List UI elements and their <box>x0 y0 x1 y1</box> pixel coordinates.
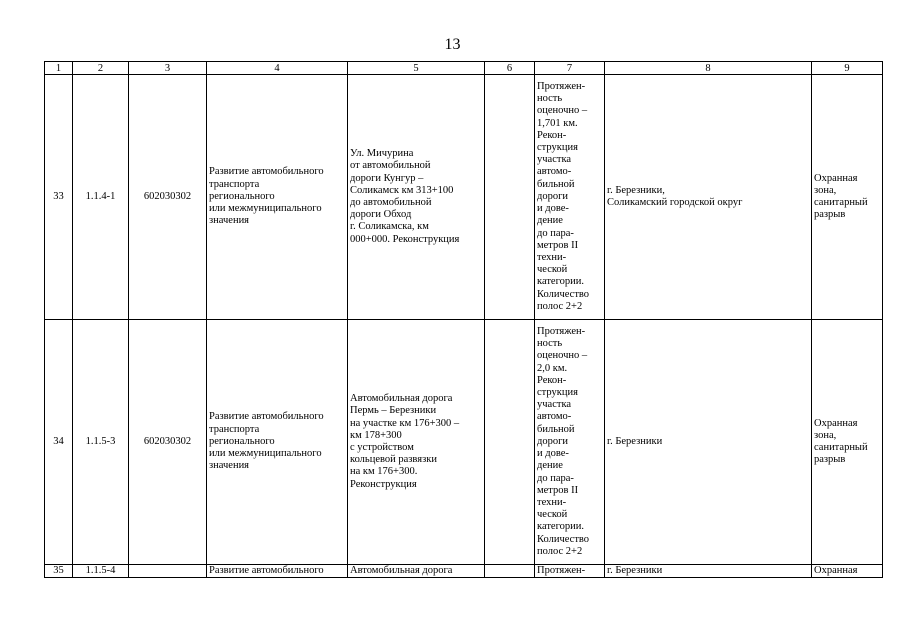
column-header: 7 <box>535 62 605 75</box>
row-number: 35 <box>45 565 73 578</box>
characteristics-cell: Протяжен- ность оценочно – 1,701 км. Рекон- струкция участка автомо- бильной дороги и дове- дение до пара- метров II техни- ческой категории. Количество полос 2+2 <box>535 75 605 320</box>
column-header: 1 <box>45 62 73 75</box>
row-number: 34 <box>45 320 73 565</box>
location-cell: г. Березники <box>605 565 812 578</box>
characteristics-cell: Протяжен- <box>535 565 605 578</box>
column-header: 3 <box>129 62 207 75</box>
column-header: 5 <box>348 62 485 75</box>
object-name-cell: Автомобильная дорога <box>348 565 485 578</box>
purpose-cell: Развитие автомобильного <box>207 565 348 578</box>
table-row <box>45 320 883 565</box>
column-header: 4 <box>207 62 348 75</box>
row-number: 33 <box>45 75 73 320</box>
object-code: 1.1.4-1 <box>73 75 129 320</box>
object-name-cell: Ул. Мичурина от автомобильной дороги Кунгур – Соликамск км 313+100 до автомобильной дороги Обход г. Соликамска, км 000+000. Реконструкция <box>348 75 485 320</box>
location-cell: г. Березники <box>605 320 812 565</box>
classifier-code <box>129 565 207 578</box>
purpose-cell: Развитие автомобильного транспорта регионального или межмуниципального значения <box>207 75 348 320</box>
column-6-cell <box>485 565 535 578</box>
object-code: 1.1.5-4 <box>73 565 129 578</box>
characteristics-cell: Протяжен- ность оценочно – 2,0 км. Рекон- струкция участка автомо- бильной дороги и дове- дение до пара- метров II техни- ческой категории. Количество полос 2+2 <box>535 320 605 565</box>
zone-cell: Охранная зона, санитарный разрыв <box>812 75 883 320</box>
table-header-row <box>45 62 883 75</box>
zone-cell: Охранная <box>812 565 883 578</box>
data-table <box>44 61 883 578</box>
column-header: 6 <box>485 62 535 75</box>
purpose-cell: Развитие автомобильного транспорта регионального или межмуниципального значения <box>207 320 348 565</box>
classifier-code: 602030302 <box>129 75 207 320</box>
column-header: 2 <box>73 62 129 75</box>
location-cell: г. Березники, Соликамский городской округ <box>605 75 812 320</box>
object-name-cell: Автомобильная дорога Пермь – Березники на участке км 176+300 – км 178+300 с устройством кольцевой развязки на км 176+300. Реконструкция <box>348 320 485 565</box>
column-6-cell <box>485 75 535 320</box>
object-code: 1.1.5-3 <box>73 320 129 565</box>
classifier-code: 602030302 <box>129 320 207 565</box>
table-row <box>45 565 883 578</box>
column-6-cell <box>485 320 535 565</box>
zone-cell: Охранная зона, санитарный разрыв <box>812 320 883 565</box>
table-row <box>45 75 883 320</box>
page-number: 13 <box>444 36 461 53</box>
column-header: 9 <box>812 62 883 75</box>
column-header: 8 <box>605 62 812 75</box>
